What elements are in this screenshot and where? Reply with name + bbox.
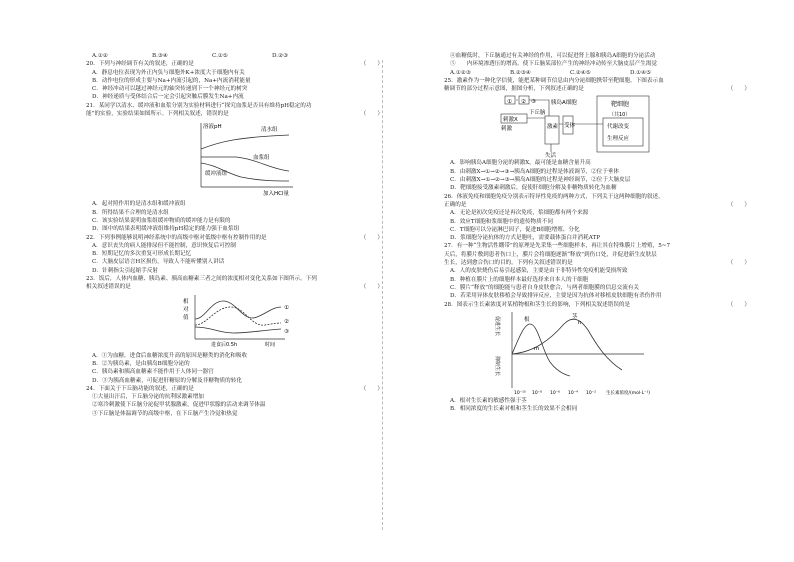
question-stem: 生长，达到愈合伤口的目的。下列有关叙述错误的是 [444, 260, 573, 267]
option: B．所得结果不合理的是清水组 [92, 209, 169, 216]
question-stem: 25．激素作为一种化学信使，能把某种调节信息由内分泌细胞携带至靶细胞。下图表示血 [444, 77, 664, 84]
point-label: m [534, 345, 540, 352]
answer-bracket: （ ） [360, 234, 383, 241]
question-stem: 能”的实验，实验结果如图所示。下列相关叙述，错误的是 [86, 111, 229, 118]
option: A．人的皮肤烧伤后易引起感染，主要是由于非特异性免疫机能受损所致 [450, 268, 628, 275]
option: D.②③ [272, 53, 289, 59]
y-axis-label: 促进生长 [494, 315, 500, 336]
answer-bracket: （ ） [727, 301, 750, 308]
question-stem: 相关叙述错误的是 [86, 284, 131, 291]
option: A．根对生长素的敏感性强于茎 [450, 397, 527, 404]
curve-label: 茎 [572, 313, 578, 320]
question-stem: 27．有一种“生物活性绷带”的原理是先采集一些细胞样本，再让其在特殊膜片上增殖，5~7 [444, 243, 671, 250]
curve-label: 缓冲液组 [205, 171, 228, 178]
option: A．影响胰岛A细胞分泌的刺激X，最可能是血糖含量升高 [450, 160, 591, 167]
question-stem: 26．体液免疫和细胞免疫分别表示特异性免疫的两种方式，下列关于这两种细胞的叙述， [444, 193, 664, 200]
question-22 [86, 234, 383, 275]
option: A.①②③ [450, 69, 471, 76]
y-axis-label: 抑制生长 [494, 355, 500, 376]
node-label: 下丘脑 [529, 110, 546, 117]
statement: ④血糖低时，下丘脑通过有关神经的作用，可以促进肾上腺和胰岛A细胞的分泌活动 [450, 53, 656, 59]
glucose-chart [181, 293, 301, 351]
answer-bracket: （ ） [360, 61, 383, 68]
water-curve [201, 135, 289, 149]
option: B．由刺激X→①→②→③→胰岛A细胞的过程是体液调节，②位于垂体 [450, 168, 619, 175]
glucose-curve [195, 301, 281, 319]
y-axis-label: 溶液pH [203, 124, 222, 131]
q24-options [444, 69, 750, 77]
statement: ②寒冷刺激使下丘脑分泌促甲状腺激素，促进甲状腺的活动来调节体温 [92, 402, 266, 409]
option: D．图中的结果表明缓冲液组维持pH稳定的能力强于血浆组 [92, 226, 240, 233]
node-label: 刺激X [503, 117, 518, 124]
auxin-figure [444, 310, 750, 396]
option: C．由刺激X→①→②→③→胰岛A细胞的过程是神经调节，②位于大脑皮层 [450, 177, 631, 184]
answer-bracket: （ ） [727, 86, 750, 93]
statement: ⑤ 内环境渗透压的增高，使下丘脑某部位产生的神经冲动传至大脑皮层产生渴觉 [450, 61, 657, 68]
statement: ①大量出汗后，下丘脑分泌的抗利尿激素增加 [92, 394, 204, 401]
auxin-chart [494, 310, 694, 396]
option: B．动作电位的形成主要与Na+内流引起的，Na+内流消耗能量 [92, 77, 251, 84]
question-24 [86, 385, 383, 418]
option: B.②③④ [510, 69, 531, 76]
y-axis-label: 对 [183, 306, 189, 313]
question-28 [444, 301, 750, 414]
q19-options [86, 52, 383, 60]
x-axis-label: 生长素浓度/(mol·L⁻¹) [606, 390, 651, 396]
option: C．大脑皮层语言H区损伤，导致人不能听懂别人讲话 [92, 259, 225, 266]
node-label: （共10） [609, 112, 631, 119]
option: D．③为胰高血糖素，可促进肝糖原的分解及非糖物质的转化 [92, 377, 242, 384]
question-stem: 21．某同学以清水、缓冲液和血浆分别为实验材料进行“探究血浆是否具有维持pH稳定的功 [86, 102, 312, 109]
node-label: ③ [531, 99, 536, 106]
x-tick-label: 10⁻⁸ [532, 390, 542, 396]
curve-label: 清水组 [261, 127, 278, 134]
hormone-diagram [444, 94, 750, 158]
glucagon-curve [195, 327, 281, 333]
x-axis-label: 时间 [265, 341, 276, 348]
ph-figure [86, 119, 383, 199]
curve-label: ② [284, 318, 289, 325]
node-label: 靶细胞 [611, 101, 630, 109]
question-stem: 24．下面关于下丘脑功能的叙述，正确的是 [86, 385, 194, 392]
curve-label: ① [284, 304, 289, 311]
option: D．若采用异体皮肤移植会导致排异反应，主要是因为抗体对移植皮肤细胞有杀伤作用 [450, 293, 662, 300]
y-axis-label: 值 [183, 314, 189, 321]
option: C．膜片“释放”的细胞能与患者自身皮肤愈合，与两者细胞膜的信息交流有关 [450, 284, 640, 291]
option: D．神经递质与受体结合后一定会引起突触后膜发生Na+内流 [92, 94, 244, 101]
option: B．②为胰岛素，是由胰岛B细胞分泌的 [92, 360, 190, 367]
option: C.②④⑤ [570, 69, 591, 76]
question-23 [86, 275, 383, 385]
option: C．神经冲动可以越过神经元的轴突传递到下一个神经元的树突 [92, 86, 248, 93]
question-stem: 23．饭后，人体内血糖、胰岛素、胰高血糖素三者之间的浓度相对变化关系如下图所示。下列 [86, 276, 317, 283]
curve-label: 血浆组 [253, 155, 270, 162]
answer-bracket: （ ） [360, 284, 383, 291]
question-stem: 正确的是 [444, 201, 467, 208]
option: D．浆细胞分泌抗体的方式是胞吐，需要载体蛋白并消耗ATP [450, 235, 600, 242]
answer-bracket: （ ） [360, 385, 383, 392]
x-tick-label: 10⁻⁴ [568, 390, 578, 396]
option: C．胰岛素和胰高血糖素不能作用于人体同一器官 [92, 369, 214, 376]
root-curve [512, 324, 570, 376]
option: B.③④ [152, 53, 168, 59]
option: A．意识丧失的病人能排尿但不能控制，意识恢复后可控制 [92, 242, 236, 249]
x-tick-label: 10⁻² [586, 390, 596, 396]
curve-label: 根 [524, 316, 530, 323]
hormone-flow-svg [499, 94, 699, 158]
point-label: n [578, 319, 582, 326]
option: B．相同浓度的生长素对根和茎生长的效果不会相同 [450, 406, 578, 413]
left-column [86, 52, 383, 418]
x-tick-label: 进食后0.5h [211, 341, 238, 348]
option: D.①④⑤ [630, 69, 652, 76]
option: D．针刺指尖引起缩手反射 [92, 267, 159, 274]
answer-bracket: （ ） [360, 111, 383, 118]
plasma-curve [201, 157, 289, 171]
option: B．种植在膜片上的细胞样本最好选择来自本人的干细胞 [450, 276, 589, 283]
node-label: 激素 [547, 124, 559, 131]
question-stem: 天后，将膜片敷到患者伤口上，膜片会将细胞逐渐“释放”到伤口处，并促进新生皮肤层 [444, 251, 657, 258]
stem-curve [512, 319, 622, 370]
y-axis-label: 相 [183, 298, 189, 305]
question-21 [86, 102, 383, 234]
glucose-figure [86, 293, 383, 351]
option: B．短期记忆的多次重复可形成长期记忆 [92, 251, 192, 258]
question-25 [444, 77, 750, 193]
x-tick-label: 10⁻¹⁰ [514, 390, 526, 396]
answer-bracket: （ ） [727, 260, 750, 267]
option: C．该实验结果说明血浆组缓冲物质的缓冲能力是有限的 [92, 217, 231, 224]
question-stem: 20．下列与神经调节有关的叙述，正确的是 [86, 61, 194, 68]
question-20 [86, 60, 383, 101]
node-label: ① [507, 99, 512, 106]
option: A．无论是初次免疫还是再次免疫，浆细胞都有两个来源 [450, 210, 589, 217]
option: C.①⑤ [212, 53, 228, 59]
option: C．T细胞可以分泌淋巴因子，促进B细胞增殖、分化 [450, 226, 580, 233]
option: A．起对照作用的是清水组和缓冲液组 [92, 201, 186, 208]
node-label: 失活 [545, 153, 557, 159]
x-tick-label: 10⁻⁶ [550, 390, 560, 396]
node-label: ② [521, 99, 526, 106]
option: A．①为血糖，进食后血糖浓度升高的原因是糖类的消化和吸收 [92, 352, 248, 359]
option: D．靶细胞接受激素刺激后，促使肝细胞分解及非糖物质转化为血糖 [450, 185, 617, 192]
node-label: 胰岛A细胞 [551, 100, 577, 107]
node-label: 代谢改变 [607, 124, 630, 131]
question-26 [444, 193, 750, 243]
node-label: 生理反应 [607, 136, 630, 143]
option: B．效应T细胞和浆细胞中的遗传物质不同 [450, 218, 553, 225]
x-axis-label: 加入HCl量 [263, 191, 290, 198]
option: A.①② [92, 53, 108, 59]
ph-chart [181, 119, 301, 199]
question-stem: 22．下列事例能够说明神经系统中的高级中枢对低级中枢有控制作用的是 [86, 234, 267, 241]
curve-label: ③ [284, 328, 289, 335]
question-27 [444, 242, 750, 300]
question-stem: 糖调节的部分过程示意图，据图分析，下列叙述正确的是 [444, 86, 584, 93]
right-column [444, 52, 750, 413]
statement: ③下丘脑是体温调节的高级中枢，在下丘脑产生冷觉和热觉 [92, 410, 238, 417]
question-stem: 28．图表示生长素浓度对某植物根和茎生长的影响，下列相关叙述错误的是 [444, 301, 631, 308]
node-label: 刺激 [501, 126, 513, 133]
answer-bracket: （ ） [727, 201, 750, 208]
option: A．静息电位表现为外正内负与细胞外K+浓度大于细胞内有关 [92, 69, 245, 76]
node-label: 受体 [564, 123, 576, 130]
